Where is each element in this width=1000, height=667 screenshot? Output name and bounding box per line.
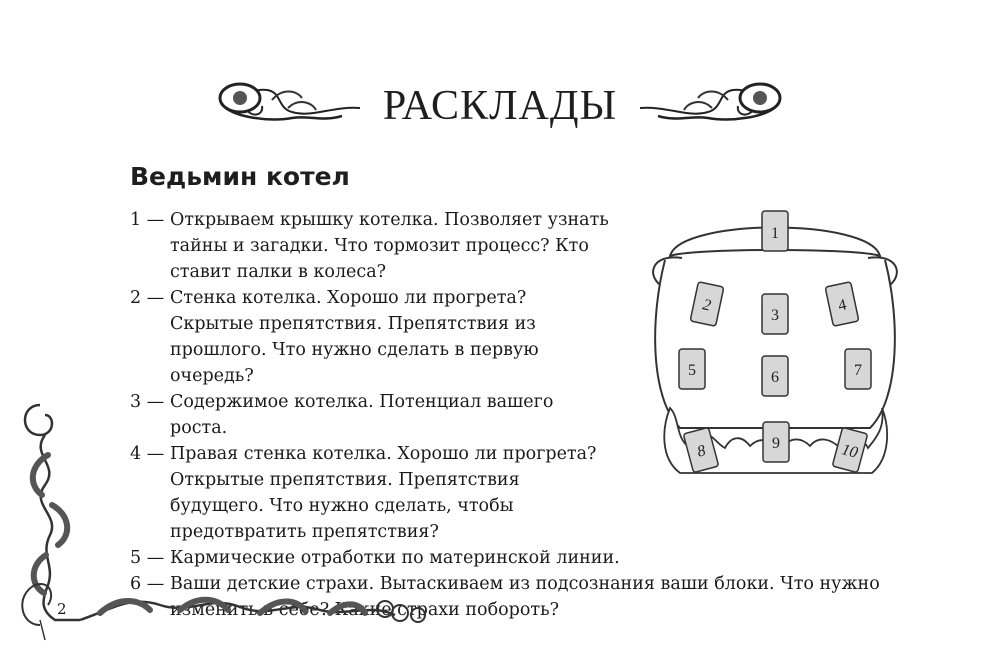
chapter-header — [0, 78, 1000, 138]
right-flourish-ornament — [638, 78, 788, 128]
card-label: 9 — [772, 435, 780, 452]
list-item — [130, 285, 610, 389]
cauldron-spread-diagram — [640, 198, 910, 488]
card-label: 2 — [701, 296, 713, 315]
item-number: 4 — — [130, 444, 165, 464]
page-number: 2 — [57, 600, 67, 618]
item-number: 6 — — [130, 574, 165, 594]
card-6 — [762, 356, 788, 396]
item-text: Стенка котелка. Хорошо ли прогрета? Скрытые препятствия. Препятствия из прошлого. Что нужно сделать в первую очередь? — [170, 288, 539, 386]
card-7 — [845, 349, 871, 389]
card-1 — [762, 211, 788, 251]
item-text: Содержимое котелка. Потенциал вашего роста. — [170, 392, 554, 438]
card-5 — [679, 349, 705, 389]
card-label: 3 — [771, 307, 779, 324]
section-title: Ведьмин котел — [130, 162, 350, 191]
card-label: 7 — [854, 362, 862, 379]
card-label: 8 — [695, 442, 708, 461]
item-number: 5 — — [130, 548, 165, 568]
card-label: 10 — [839, 441, 860, 462]
item-number: 2 — — [130, 288, 165, 308]
card-label: 6 — [771, 369, 779, 386]
card-3 — [762, 294, 788, 334]
item-text: Правая стенка котелка. Хорошо ли прогрета? Открытые препятствия. Препятствия будущего. Что нужно сделать, чтобы предотвратить препятствия? — [170, 444, 597, 542]
list-item — [130, 207, 610, 285]
card-label: 5 — [688, 362, 696, 379]
item-text: Кармические отработки по материнской линии. — [170, 548, 620, 568]
item-text: Ваши детские страхи. Вытаскиваем из подсознания ваши блоки. Что нужно изменить в себе? Какие страхи побороть? — [170, 574, 880, 620]
item-number: 3 — — [130, 392, 165, 412]
item-text: Открываем крышку котелка. Позволяет узнать тайны и загадки. Что тормозит процесс? Кто ставит палки в колеса? — [170, 210, 609, 282]
card-9 — [763, 422, 789, 462]
card-label: 1 — [771, 225, 779, 242]
item-number: 1 — — [130, 210, 165, 230]
page-title: РАСКЛАДЫ — [382, 83, 618, 129]
cauldron-body — [655, 260, 895, 428]
card-label: 4 — [836, 296, 848, 315]
